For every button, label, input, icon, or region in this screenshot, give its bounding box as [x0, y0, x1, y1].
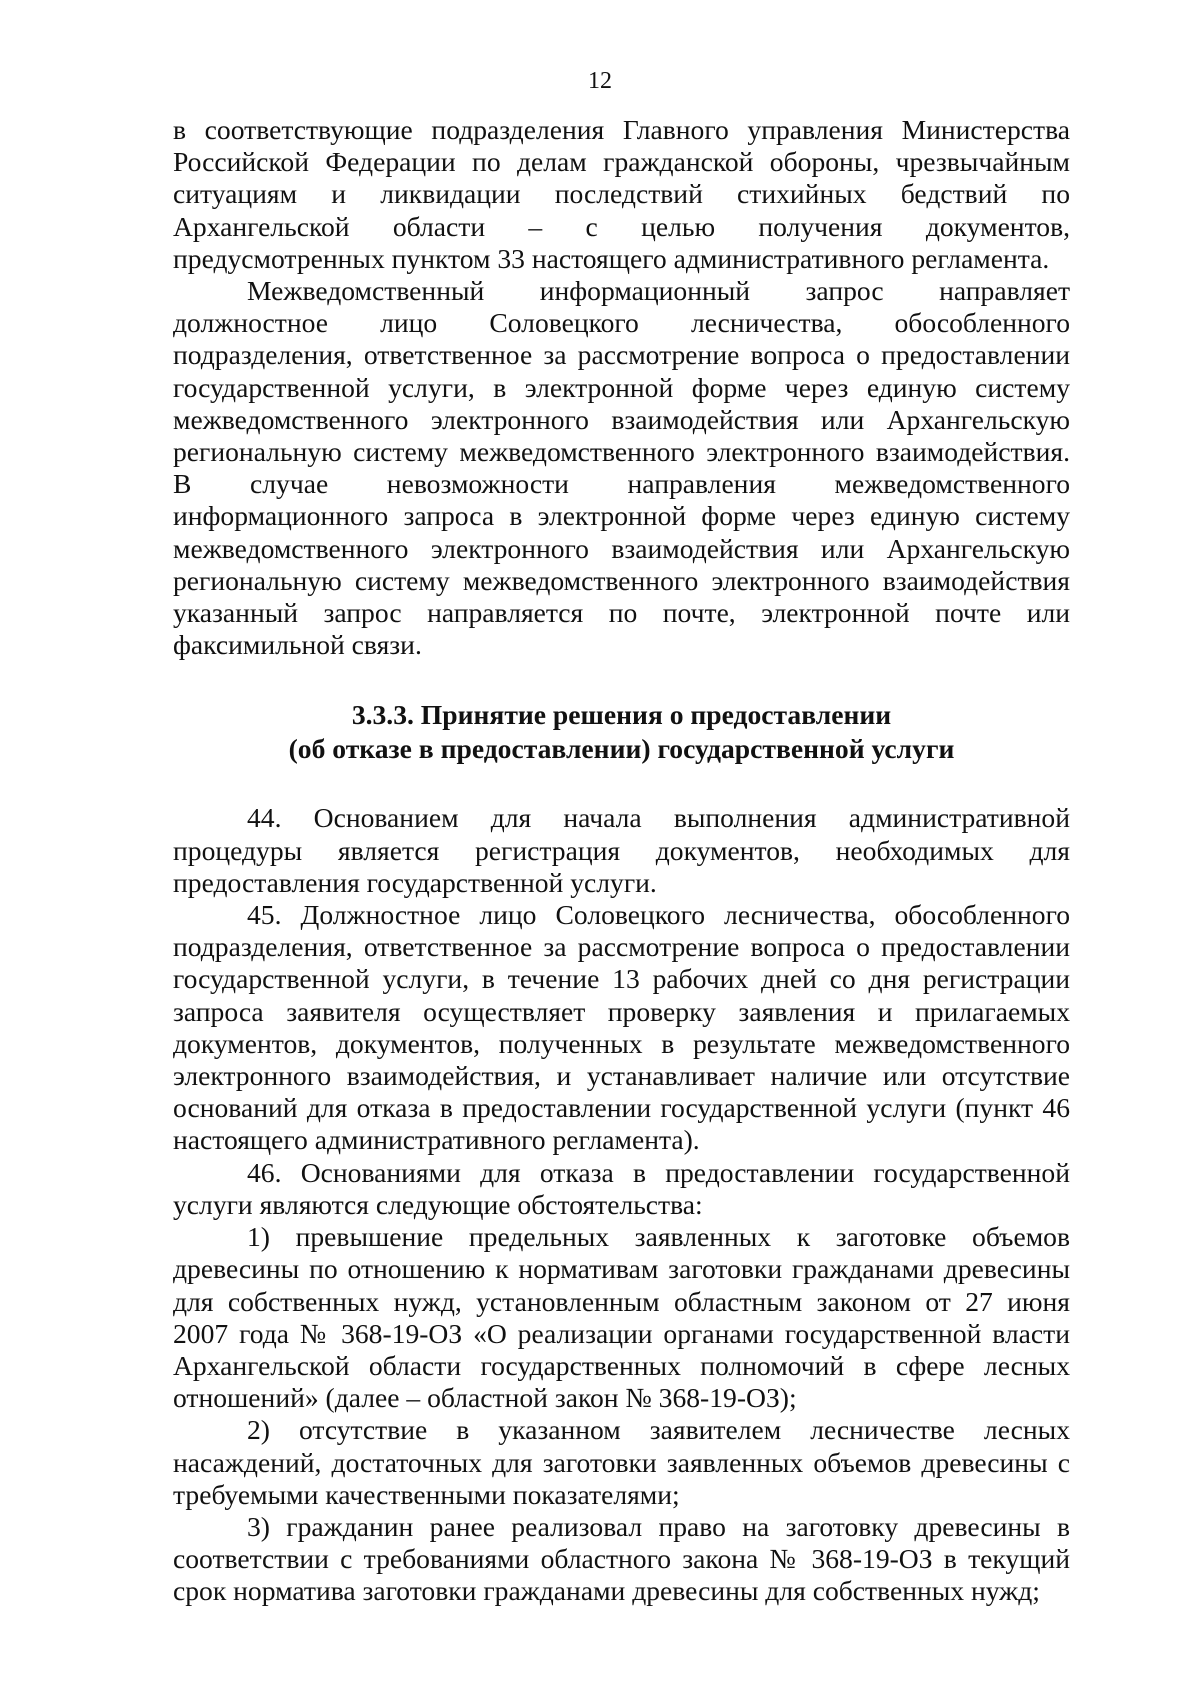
paragraph-item-46: 46. Основаниями для отказа в предоставлении государственной услуги являются следующие обстоятельства:: [173, 1156, 1070, 1220]
paragraph-subitem-2: 2) отсутствие в указанном заявителем лесничестве лесных насаждений, достаточных для заготовки заявленных объемов древесины с требуемыми качественными показателями;: [173, 1414, 1070, 1510]
paragraph-continuation: в соответствующие подразделения Главного управления Министерства Российской Федерации по делам гражданской обороны, чрезвычайным ситуациям и ликвидации последствий стихийных бедствий по Архангельской области – с целью получения документов, предусмотренных пунктом 33 настоящего административного регламента.: [173, 114, 1070, 274]
paragraph-subitem-1: 1) превышение предельных заявленных к заготовке объемов древесины по отношению к нормативам заготовки гражданами древесины для собственных нужд, установленным областным законом от 27 июня 2007 года № 368-19-ОЗ «О реализации органами государственной власти Архангельской области государственных полномочий в сфере лесных отношений» (далее – областной закон № 368-19-ОЗ);: [173, 1221, 1070, 1414]
section-heading-line-2: (об отказе в предоставлении) государственной услуги: [288, 733, 955, 765]
paragraph-interagency-request: Межведомственный информационный запрос направляет должностное лицо Соловецкого лесничества, обособленного подразделения, ответственное за рассмотрение вопроса о предоставлении государственной услуги, в электронной форме через единую систему межведомственного электронного взаимодействия или Архангельскую региональную систему межведомственного электронного взаимодействия. В случае невозможности направления межведомственного информационного запроса в электронной форме через единую систему межведомственного электронного взаимодействия или Архангельскую региональную систему межведомственного электронного взаимодействия указанный запрос направляется по почте, электронной почте или факсимильной связи.: [173, 275, 1070, 661]
paragraph-subitem-3: 3) гражданин ранее реализовал право на заготовку древесины в соответствии с требованиями областного закона № 368-19-ОЗ в текущий срок норматива заготовки гражданами древесины для собственных нужд;: [173, 1510, 1070, 1607]
page-number: 12: [588, 68, 612, 94]
paragraph-item-44: 44. Основанием для начала выполнения административной процедуры является регистрация документов, необходимых для предоставления государственной услуги.: [173, 802, 1070, 898]
section-heading: [173, 698, 1070, 766]
document-body: [173, 114, 1070, 1608]
section-heading-line-1: 3.3.3. Принятие решения о предоставлении: [351, 699, 892, 731]
paragraph-item-45: 45. Должностное лицо Соловецкого лесничества, обособленного подразделения, ответственное за рассмотрение вопроса о предоставлении государственной услуги, в течение 13 рабочих дней со дня регистрации запроса заявителя осуществляет проверку заявления и прилагаемых документов, документов, полученных в результате межведомственного электронного взаимодействия, и устанавливает наличие или отсутствие оснований для отказа в предоставлении государственной услуги (пункт 46 настоящего административного регламента).: [173, 899, 1070, 1156]
